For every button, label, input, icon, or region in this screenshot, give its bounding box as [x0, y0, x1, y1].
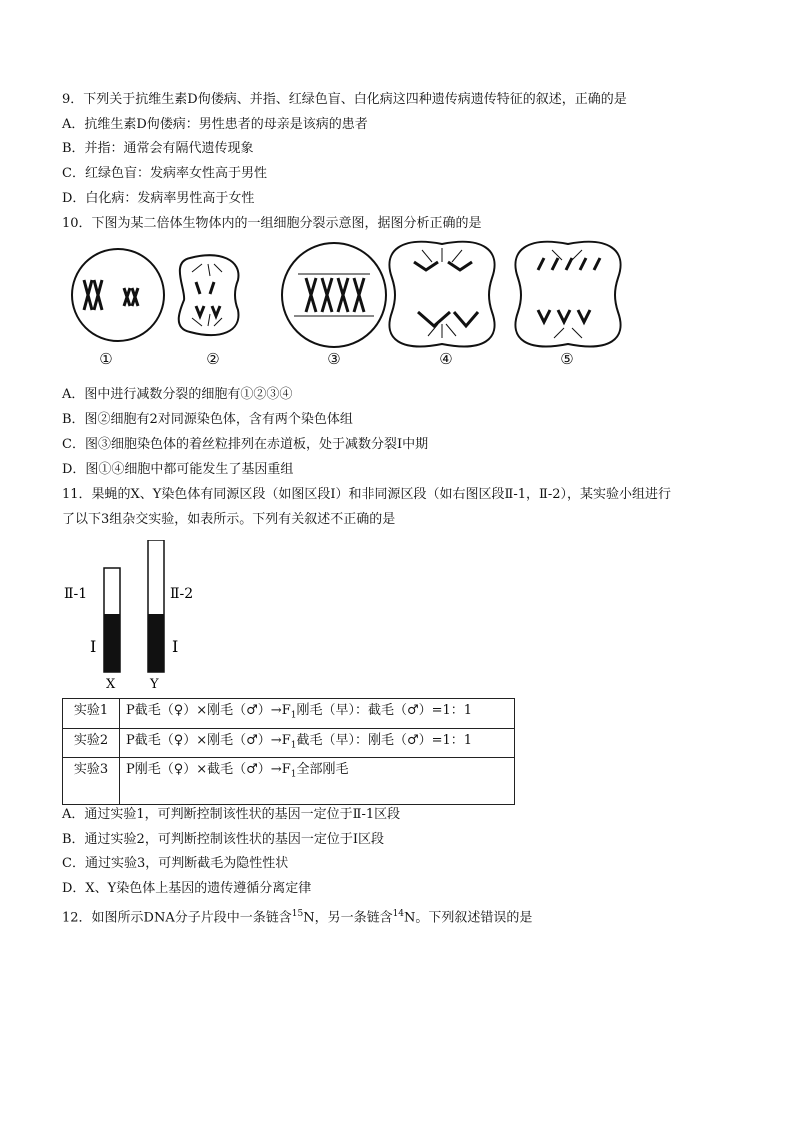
- q10-option-b: B．图②细胞有2对同源染色体，含有两个染色体组: [62, 412, 353, 427]
- cell-caption-4: ④: [439, 350, 453, 368]
- xy-chromosome-figure: [62, 540, 222, 690]
- q10-option-d: D．图①④细胞中都可能发生了基因重组: [62, 462, 294, 477]
- table-row: [63, 758, 515, 805]
- q11-option-a: A．通过实验1，可判断控制该性状的基因一定位于Ⅱ-1区段: [62, 807, 401, 822]
- cell-caption-1: ①: [99, 350, 113, 368]
- label-x: X: [106, 677, 116, 690]
- q10-option-a: A．图中进行减数分裂的细胞有①②③④: [62, 387, 293, 402]
- experiment-result: P截毛（♀）×刚毛$(♂)\to F_1$截毛（早）：刚毛（♂）=1：1: [120, 728, 515, 758]
- q9-stem: 9．下列关于抗维生素D佝偻病、并指、红绿色盲、白化病这四种遗传病遗传特征的叙述，正确的是: [62, 92, 627, 107]
- cell-4-drawing: [389, 242, 494, 347]
- q11-option-b: B．通过实验2，可判断控制该性状的基因一定位于Ⅰ区段: [62, 832, 384, 847]
- q9-option-b: B．并指：通常会有隔代遗传现象: [62, 141, 254, 156]
- cell-3-drawing: [282, 243, 386, 347]
- cell-caption-5: ⑤: [560, 350, 574, 368]
- label-i-right: I: [172, 637, 179, 656]
- label-y: Y: [150, 677, 159, 690]
- q10-option-c: C．图③细胞染色体的着丝粒排列在赤道板，处于减数分裂Ⅰ中期: [62, 437, 429, 452]
- cell-2-drawing: [179, 255, 239, 335]
- label-ii-1: Ⅱ-1: [64, 586, 88, 602]
- label-ii-2: Ⅱ-2: [170, 586, 194, 602]
- q10-stem: 10．下图为某二倍体生物体内的一组细胞分裂示意图，据图分析正确的是: [62, 216, 482, 231]
- q11-option-d: D．X、Y染色体上基因的遗传遵循分离定律: [62, 881, 312, 896]
- cell-5-drawing: [515, 242, 620, 347]
- cell-caption-2: ②: [206, 350, 220, 368]
- q11-stem-line1: 11．果蝇的X、Y染色体有同源区段（如图区段Ⅰ）和非同源区段（如右图区段Ⅱ-1，Ⅱ-2），某实验小组进行: [62, 487, 672, 502]
- cross-experiment-table: [62, 698, 515, 805]
- q9-option-d: D．白化病：发病率男性高于女性: [62, 191, 255, 206]
- q11-option-c: C．通过实验3，可判断截毛为隐性性状: [62, 856, 289, 871]
- experiment-label: 实验2: [63, 728, 120, 758]
- table-row: [63, 728, 515, 758]
- experiment-result: P刚毛（♀）×截毛$(♂)\to F_1$全部刚毛: [120, 758, 515, 805]
- experiment-label: 实验3: [63, 758, 120, 805]
- table-row: [63, 699, 515, 729]
- experiment-result: P截毛（♀）×刚毛$(♂)\to F_1$刚毛（早）：截毛（♂）=1：1: [120, 699, 515, 729]
- cell-1-drawing: [72, 249, 164, 341]
- q12-stem: 12．如图所示DNA分子片段中一条链含$^{15}$N，另一条链含$^{14}$N。下列叙述错误的是: [62, 909, 533, 926]
- cell-caption-3: ③: [327, 350, 341, 368]
- experiment-label: 实验1: [63, 699, 120, 729]
- q11-stem-line2: 了以下3组杂交实验，如表所示。下列有关叙述不正确的是: [62, 512, 396, 527]
- label-i-left: I: [90, 637, 97, 656]
- q9-option-c: C．红绿色盲：发病率女性高于男性: [62, 166, 267, 181]
- q9-option-a: A．抗维生素D佝偻病：男性患者的母亲是该病的患者: [62, 117, 368, 132]
